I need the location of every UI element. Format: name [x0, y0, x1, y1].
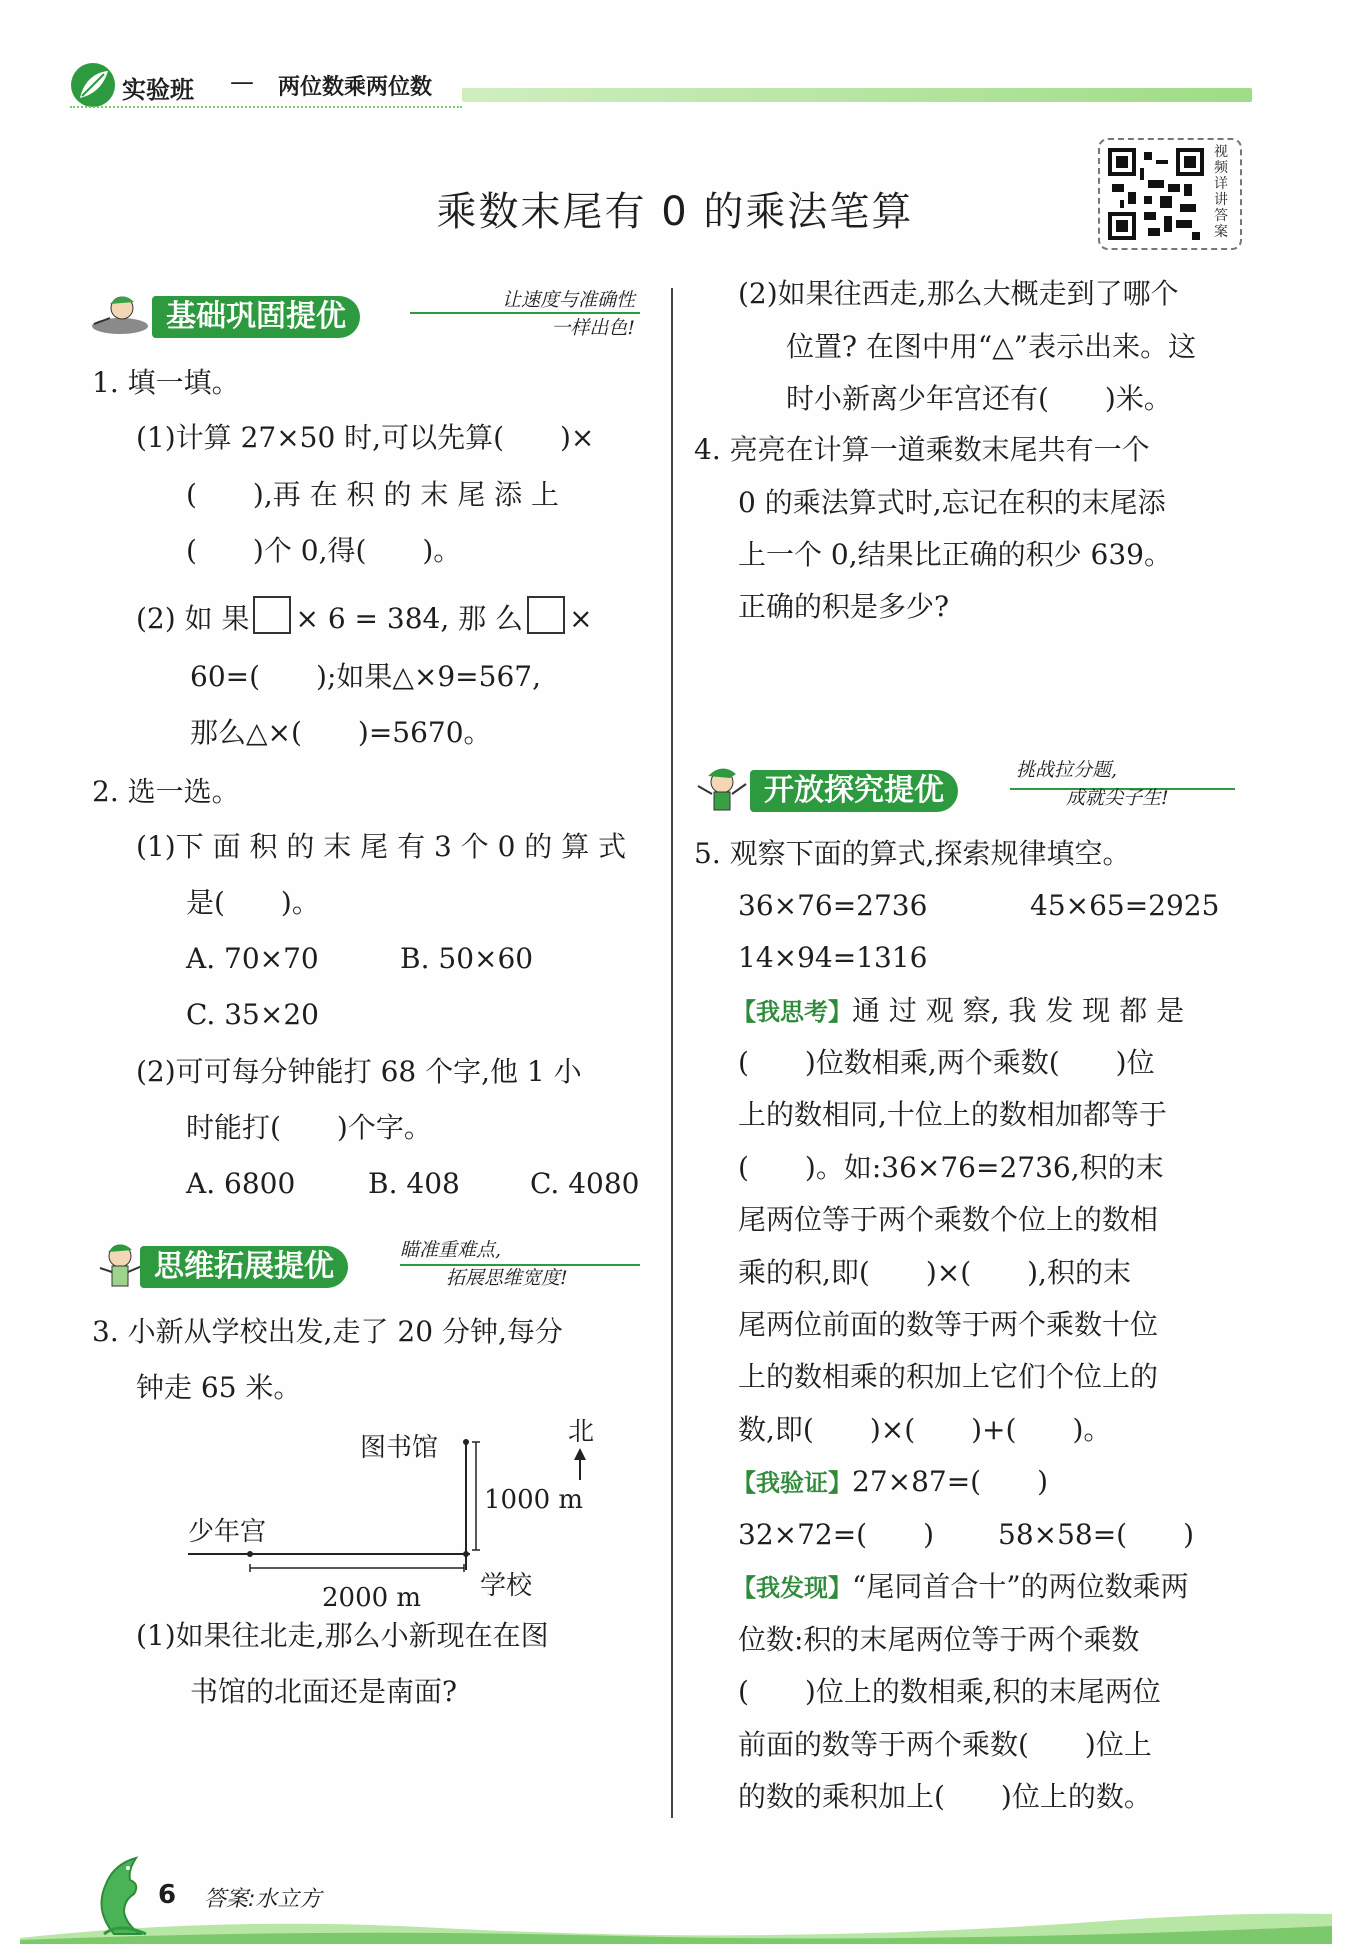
q2-option2-c[interactable]: C. 4080 — [530, 1167, 640, 1200]
think-line5: 尾两位等于两个乘数个位上的数相 — [738, 1203, 1159, 1236]
find-line2: 位数:积的末尾两位等于两个乘数 — [738, 1623, 1140, 1656]
think-tag: 【我思考】 — [732, 998, 852, 1026]
think-line6: 乘的积,即( )×( ),积的末 — [738, 1256, 1131, 1289]
q2-p1-line2: 是( )。 — [186, 886, 320, 919]
think-text-1: 通 过 观 察, 我 发 现 都 是 — [852, 994, 1185, 1027]
q5-head: 5. 观察下面的算式,探索规律填空。 — [694, 837, 1131, 870]
verify-line2a: 32×72=( ) — [738, 1518, 935, 1551]
map-north: 北 — [568, 1417, 595, 1447]
map-distance-north: 1000 m — [484, 1485, 584, 1515]
find-line4: 前面的数等于两个乘数( )位上 — [738, 1728, 1152, 1761]
q2-head: 2. 选一选。 — [92, 775, 240, 808]
q1-p1-line2: ( ),再 在 积 的 末 尾 添 上 — [186, 478, 560, 511]
find-line5: 的数的乘积加上( )位上的数。 — [738, 1780, 1152, 1813]
page-number: 6 — [158, 1880, 177, 1910]
q3-line2: 钟走 65 米。 — [136, 1371, 302, 1404]
find-line3: ( )位上的数相乘,积的末尾两位 — [738, 1675, 1161, 1708]
slogan-line-1: 挑战拉分题, — [1016, 759, 1118, 781]
section-banner-open — [690, 760, 1250, 820]
q3-sub2-line1: (2)如果往西走,那么大概走到了哪个 — [738, 277, 1179, 310]
column-divider — [671, 288, 673, 1818]
think-line3: 上的数相同,十位上的数相加都等于 — [738, 1098, 1167, 1131]
map-library: 图书馆 — [360, 1433, 439, 1463]
think-line8: 上的数相乘的积加上它们个位上的 — [738, 1360, 1159, 1393]
map-distance-west: 2000 m — [322, 1583, 422, 1613]
q2-p1-line1: (1)下 面 积 的 末 尾 有 3 个 0 的 算 式 — [136, 830, 627, 863]
q1-p2-text-c: × — [569, 602, 593, 635]
banner-slogan — [1016, 756, 1236, 812]
verify-tag: 【我验证】 — [732, 1469, 852, 1497]
banner-slogan — [400, 1236, 630, 1292]
q2-option-c[interactable]: C. 35×20 — [186, 998, 319, 1031]
q3-sub1-line2: 书馆的北面还是南面? — [190, 1675, 458, 1708]
footer-wave — [20, 1910, 1332, 1944]
q1-head: 1. 填一填。 — [92, 366, 240, 399]
q4-line3: 上一个 0,结果比正确的积少 639。 — [738, 538, 1172, 571]
section-banner-thinking — [90, 1236, 650, 1296]
q5-equation-2: 45×65=2925 — [1030, 889, 1220, 922]
header-dash: — — [230, 68, 254, 96]
verify-line1 — [732, 1464, 1048, 1501]
q2-option2-b[interactable]: B. 408 — [368, 1167, 460, 1200]
header-bar — [462, 88, 1252, 102]
mascot-plane-icon — [90, 288, 152, 344]
slogan-line-1: 瞄准重难点, — [400, 1239, 502, 1261]
page-footer — [0, 1850, 1350, 1950]
q1-p2-text-a: (2) 如 果 — [136, 602, 250, 635]
slogan-line-1: 让速度与准确性 — [501, 289, 635, 311]
answer-box[interactable] — [527, 596, 565, 634]
answer-box[interactable] — [253, 596, 291, 634]
q1-p2-line3: 那么△×( )=5670。 — [190, 716, 492, 749]
q1-p1-line1: (1)计算 27×50 时,可以先算( )× — [136, 421, 595, 454]
think-line9: 数,即( )×( )+( )。 — [738, 1413, 1112, 1446]
q1-p2-text-b: × 6 = 384, 那 么 — [295, 602, 524, 635]
q1-p2-line1 — [136, 596, 593, 637]
q1-p2-line2: 60=( );如果△×9=567, — [190, 660, 541, 693]
mascot-explorer-icon — [690, 762, 752, 818]
map-school: 学校 — [480, 1571, 533, 1601]
q2-p2-line1: (2)可可每分钟能打 68 个字,他 1 小 — [136, 1055, 582, 1088]
verify-line2b: 58×58=( ) — [998, 1518, 1195, 1551]
q1-p1-line3: ( )个 0,得( )。 — [186, 534, 462, 567]
think-line1 — [732, 993, 1184, 1030]
q3-sub2-line3: 时小新离少年宫还有( )米。 — [786, 382, 1172, 415]
find-tag: 【我发现】 — [732, 1574, 852, 1602]
q2-option2-a[interactable]: A. 6800 — [186, 1167, 296, 1200]
qr-caption: 视频详讲答案 — [1214, 144, 1228, 240]
series-brand: 实验班 — [122, 76, 194, 104]
qr-code-box[interactable] — [1098, 138, 1242, 250]
think-line2: ( )位数相乘,两个乘数( )位 — [738, 1046, 1155, 1079]
slogan-line-2: 一样出色! — [551, 317, 635, 339]
leaf-logo-icon — [70, 62, 116, 108]
q5-equation-1: 36×76=2736 — [738, 889, 928, 922]
lesson-title: 乘数末尾有 0 的乘法笔算 — [436, 189, 914, 235]
q5-equation-3: 14×94=1316 — [738, 941, 928, 974]
section-label-basic: 基础巩固提优 — [152, 296, 360, 338]
answer-label: 答案:水立方 — [204, 1887, 322, 1912]
qr-code-icon — [1108, 148, 1204, 240]
verify-text-1: 27×87=( ) — [852, 1465, 1049, 1498]
think-line7: 尾两位前面的数等于两个乘数十位 — [738, 1308, 1159, 1341]
map-diagram — [180, 1417, 620, 1624]
section-label-thinking: 思维拓展提优 — [140, 1246, 348, 1288]
header-dotted-line — [70, 106, 462, 108]
q3-sub1-line1: (1)如果往北走,那么小新现在在图 — [136, 1619, 549, 1652]
q3-line1: 3. 小新从学校出发,走了 20 分钟,每分 — [92, 1315, 563, 1348]
think-line4: ( )。如:36×76=2736,积的末 — [738, 1151, 1164, 1184]
page-header — [70, 62, 1260, 110]
unit-title: 两位数乘两位数 — [278, 75, 433, 100]
find-line1 — [732, 1569, 1189, 1606]
dolphin-icon — [84, 1850, 154, 1940]
map-palace: 少年宫 — [188, 1517, 267, 1547]
q3-sub2-line2: 位置? 在图中用“△”表示出来。这 — [786, 330, 1197, 363]
slogan-line-2: 成就尖子生! — [1066, 787, 1169, 809]
find-text-1: “尾同首合十”的两位数乘两 — [852, 1570, 1189, 1603]
section-label-open: 开放探究提优 — [750, 770, 958, 812]
q4-line1: 4. 亮亮在计算一道乘数末尾共有一个 — [694, 433, 1150, 466]
banner-slogan — [410, 286, 635, 342]
q4-line2: 0 的乘法算式时,忘记在积的末尾添 — [738, 486, 1166, 519]
q2-option-b[interactable]: B. 50×60 — [400, 942, 534, 975]
q2-option-a[interactable]: A. 70×70 — [186, 942, 319, 975]
q4-line4: 正确的积是多少? — [738, 590, 950, 623]
q2-p2-line2: 时能打( )个字。 — [186, 1111, 432, 1144]
slogan-line-2: 拓展思维宽度! — [446, 1267, 568, 1289]
section-banner-basic — [90, 286, 650, 346]
